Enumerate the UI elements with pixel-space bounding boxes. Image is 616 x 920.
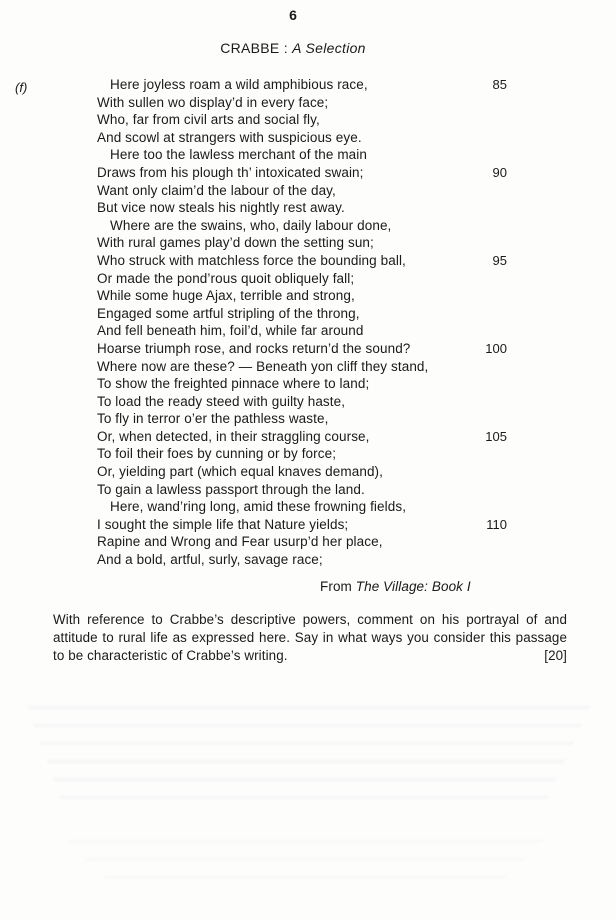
poem-line-text: Engaged some artful stripling of the throng,	[97, 305, 360, 321]
poem-line	[97, 340, 507, 358]
poem-line	[97, 129, 507, 147]
poem-line-text: With sullen wo display’d in every face;	[97, 94, 329, 110]
line-number: 95	[492, 252, 507, 268]
poem-line	[97, 94, 507, 112]
poem-line-text: Where are the swains, who, daily labour done,	[110, 217, 392, 233]
poem-line	[97, 551, 507, 569]
poem-line	[97, 428, 507, 446]
poem-line-text: Rapine and Wrong and Fear usurp’d her place,	[97, 534, 383, 550]
marks-label: [20]	[544, 648, 567, 663]
poem-line	[97, 252, 507, 270]
poem-line-text: To gain a lawless passport through the land.	[97, 481, 365, 497]
poem-line	[97, 533, 507, 551]
poem-line-text: Draws from his plough th’ intoxicated swain;	[97, 164, 364, 180]
poem-line	[97, 305, 507, 323]
poem-line-text: Or, when detected, in their straggling course,	[97, 428, 370, 444]
poem-line	[97, 146, 507, 164]
source-work-title: The Village: Book I	[355, 579, 471, 594]
poem-line	[97, 358, 507, 376]
section-header-work-title: A Selection	[292, 40, 366, 56]
line-number: 85	[492, 77, 507, 92]
poem-line	[97, 217, 507, 235]
section-header	[0, 39, 586, 57]
poem-line-text: I sought the simple life that Nature yields;	[97, 516, 349, 532]
poem-line-text: And fell beneath him, foil’d, while far around	[97, 323, 364, 339]
poem-line	[97, 516, 507, 534]
poem-line-text: But vice now steals his nightly rest away.	[97, 200, 345, 216]
source-prefix: From	[320, 579, 352, 594]
question-text: With reference to Crabbe’s descriptive powers, comment on his portrayal of and attitude to rural life as expressed here. Say in what ways you consider this passage to be characteristic of Crabbe’s writing.	[53, 612, 567, 663]
poem-line	[97, 199, 507, 217]
question-part-label: (f)	[15, 80, 28, 95]
poem-line-text: With rural games play’d down the setting sun;	[97, 235, 374, 251]
poem-line-text: Who, far from civil arts and social fly,	[97, 112, 320, 128]
poem-line-text: Hoarse triumph rose, and rocks return’d the sound?	[97, 340, 411, 356]
poem-line	[97, 111, 507, 129]
poem-line-text: To foil their foes by cunning or by force;	[97, 446, 337, 462]
poem-line-text: To fly in terror o’er the pathless waste,	[97, 411, 329, 427]
section-header-author: CRABBE :	[220, 40, 288, 56]
poem-line	[97, 164, 507, 182]
line-number: 100	[485, 340, 507, 356]
poem-line	[97, 410, 507, 428]
poem-line-text: Here joyless roam a wild amphibious race,	[110, 77, 368, 92]
poem-line-text: To show the freighted pinnace where to land;	[97, 376, 370, 392]
poem-line	[97, 322, 507, 340]
poem-line-text: While some huge Ajax, terrible and strong,	[97, 288, 355, 304]
poem-line	[97, 76, 507, 94]
page-showthrough-texture	[0, 700, 616, 810]
poem-line	[97, 463, 507, 481]
poem-line	[97, 287, 507, 305]
poem-line-text: Here too the lawless merchant of the main	[110, 147, 367, 163]
poem-line-text: Or, yielding part (which equal knaves demand),	[97, 464, 383, 480]
poem-line	[97, 481, 507, 499]
source-attribution	[320, 578, 471, 596]
poem-line	[97, 270, 507, 288]
poem-line	[97, 445, 507, 463]
poem-line	[97, 375, 507, 393]
poem-line-text: Where now are these? — Beneath yon cliff they stand,	[97, 358, 429, 374]
question-paragraph	[53, 611, 567, 665]
poem-line-text: Want only claim’d the labour of the day,	[97, 182, 336, 198]
poem-line-text: Who struck with matchless force the bounding ball,	[97, 252, 406, 268]
line-number: 105	[485, 428, 507, 444]
poem-line-text: And a bold, artful, surly, savage race;	[97, 552, 323, 568]
poem-line-text: And scowl at strangers with suspicious eye.	[97, 129, 362, 145]
page-showthrough-texture	[0, 830, 616, 890]
poem-line	[97, 234, 507, 252]
poem-extract	[97, 76, 507, 569]
line-number: 90	[492, 164, 507, 180]
poem-line-text: To load the ready steed with guilty haste,	[97, 393, 346, 409]
poem-line	[97, 393, 507, 411]
line-number: 110	[486, 516, 507, 532]
page-number: 6	[289, 7, 297, 23]
poem-line	[97, 182, 507, 200]
poem-line-text: Or made the pond’rous quoit obliquely fall;	[97, 270, 355, 286]
poem-line	[97, 498, 507, 516]
poem-line-text: Here, wand’ring long, amid these frowning fields,	[110, 499, 407, 515]
